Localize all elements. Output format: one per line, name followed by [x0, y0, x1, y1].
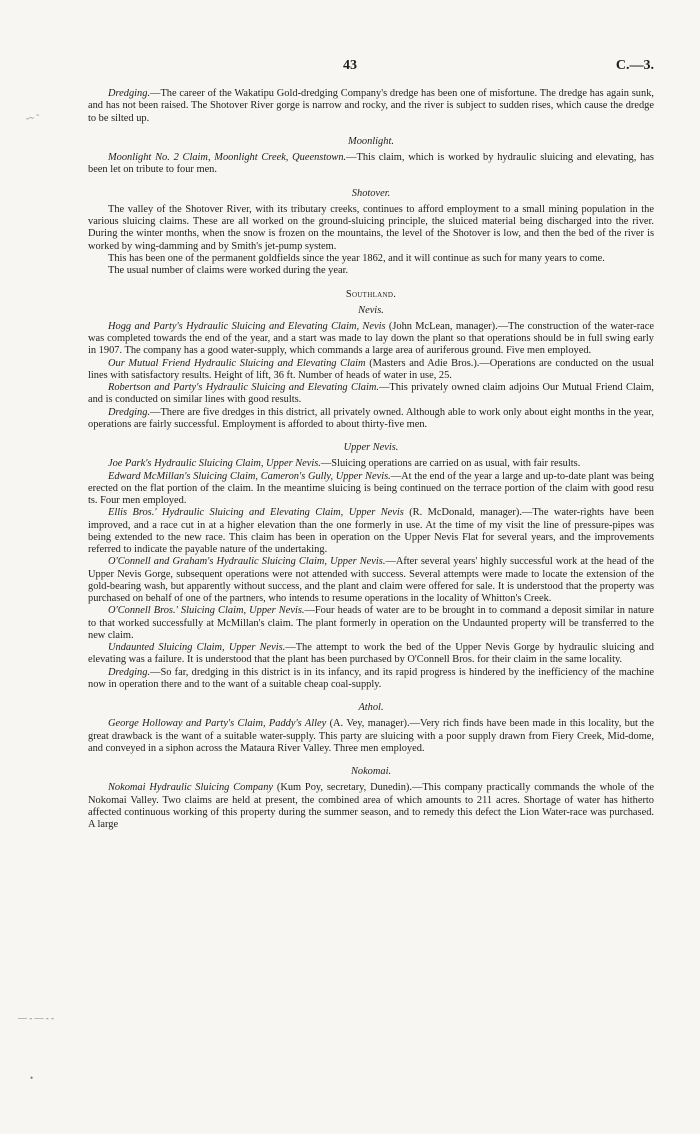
paragraph	[88, 471, 654, 508]
page-header	[88, 60, 654, 88]
paragraph-lead: Joe Park's Hydraulic Sluicing Claim, Upper Nevis.	[108, 458, 321, 470]
paragraph	[88, 321, 654, 358]
margin-mark: — - — - -	[18, 1013, 54, 1023]
paragraph-text: —Sluicing operations are carried on as usual, with fair results.	[320, 458, 581, 470]
paragraph-text: (John McLean, manager).—The construction of the water-race was completed towards the end of the year, and a start was made to lay down the plant so that operations should be in full swing early in 1907. The company has a good water-supply, which commands a large area of auriferous ground. Five men employed.	[88, 320, 654, 357]
section-heading: Upper Nevis.	[343, 442, 399, 453]
paragraph-lead: Our Mutual Friend Hydraulic Sluicing and Elevating Claim	[108, 357, 366, 369]
paragraph-text: —So far, dredging in this district is in its infancy, and its rapid progress is hindered by the inefficiency of the machine now in operation there and to the want of a suitable cheap coal-supply.	[88, 666, 654, 690]
paragraph-text: —This privately owned claim adjoins Our Mutual Friend Claim, and is conducted on similar lines with good results.	[88, 382, 654, 406]
paragraph	[88, 458, 654, 470]
paragraph	[88, 382, 654, 407]
paragraph	[88, 88, 654, 125]
margin-mark: -~ ˜	[26, 113, 40, 123]
paragraph-text: —There are five dredges in this district, all privately owned. Although able to work only about eight months in the year, operations are fairly successful. Employment is afforded to about thirty-five men.	[88, 406, 654, 430]
paragraph-lead: Robertson and Party's Hydraulic Sluicing and Elevating Claim.	[108, 382, 379, 393]
margin-mark: •	[30, 1073, 34, 1083]
paragraph-text: —The career of the Wakatipu Gold-dredging Company's dredge has been one of misfortune. The dredge has again sunk, and has not been raised. The Shotover River gorge is narrow and rocky, and the river is subject to sudden rises, which cause the dredge to be silted up.	[88, 88, 654, 124]
paragraph-text: (Masters and Adie Bros.).—Operations are conducted on the usual lines with satisfactory results. Height of lift, 36 ft. Number of heads of water in use, 25.	[88, 357, 654, 381]
paragraph-text: The valley of the Shotover River, with its tributary creeks, continues to afford employment to a small mining population in the various sluicing claims. These are all worked on the ground-sluicing principle, the sluiced material being discharged into the river. During the winter months, when the snow is frozen on the mountains, the level of the Shotover is low, and then the bed of the river is worked by wing-damming and by Smith's jet-pump system.	[88, 203, 654, 252]
section-heading: Nevis.	[358, 304, 384, 316]
paragraph-text: —The attempt to work the bed of the Upper Nevis Gorge by hydraulic sluicing and elevating was a failure. It is understood that the plant has been purchased by O'Connell Bros. for their claim in the same locality.	[88, 642, 654, 666]
paragraph	[88, 253, 654, 265]
paragraph	[88, 642, 654, 667]
region-heading: Southland.	[345, 289, 397, 301]
paragraph-lead: Undaunted Sluicing Claim, Upper Nevis.	[108, 642, 286, 653]
paragraph	[88, 718, 654, 755]
paragraph	[88, 782, 654, 831]
paragraph	[88, 152, 654, 177]
paragraph-text: (Kum Poy, secretary, Dunedin).—This company practically commands the whole of the Nokomai Valley. Two claims are held at present, the combined area of which amounts to 211 acres. Shortage of water has hitherto affected continuous working of this property during the summer season, and to remedy this defect the Lion Water-race was purchased. A large	[88, 782, 655, 830]
paragraph-text: The usual number of claims were worked during the year.	[108, 265, 349, 276]
paragraph	[88, 507, 654, 556]
section-heading: Moonlight.	[348, 135, 394, 147]
paragraph-text: This has been one of the permanent goldfields since the year 1862, and it will continue as such for many years to come.	[108, 252, 605, 264]
paragraph-text: —This claim, which is worked by hydraulic sluicing and elevating, has been let on tribute to four men.	[88, 152, 654, 176]
paragraph-lead: Moonlight No. 2 Claim, Moonlight Creek, Queenstown.	[108, 152, 347, 163]
paragraph	[88, 667, 654, 692]
section-heading: Nokomai.	[350, 766, 392, 777]
paragraph	[88, 265, 654, 277]
paragraph-lead: Ellis Bros.' Hydraulic Sluicing and Elevating Claim, Upper Nevis	[108, 507, 404, 519]
paragraph-lead: Edward McMillan's Sluicing Claim, Cameron's Gully, Upper Nevis.	[108, 470, 391, 482]
paragraph	[88, 358, 654, 383]
paragraph-lead: Dredging.	[108, 88, 151, 99]
paragraph	[88, 407, 654, 432]
paragraph-text: —After several years' highly successful work at the head of the Upper Nevis Gorge, subsequent operations were not attended with success. Several attempts were made to locate the extension of the gold-bearing wash, but apparently without success, and the plant and claim were offered for sale. It is understood that the property was purchased on behalf of one of the partners, who intends to resume operations in the locality of Whitton's Creek.	[88, 556, 655, 604]
paragraph-text: (A. Vey, manager).—Very rich finds have been made in this locality, but the great drawback is the want of a suitable water-supply. This party are sluicing with a poor supply drawn from Fiery Creek, Mid-dome, and conveyed in a siphon across the Mataura River Valley. Three men employed.	[88, 718, 654, 754]
paragraph-text: —Four heads of water are to be brought in to command a deposit similar in nature to that worked successfully at McMillan's claim. The plant formerly in operation on the Undaunted property will be transferred to the new claim.	[88, 605, 655, 641]
paragraph-lead: O'Connell and Graham's Hydraulic Sluicing Claim, Upper Nevis.	[108, 556, 386, 568]
document-body	[88, 88, 654, 831]
paragraph-lead: Dredging.	[108, 406, 151, 418]
paragraph-text: (R. McDonald, manager).—The water-rights have been improved, and a race cut in at a higher elevation than the one formerly in use. At the time of my visit the line of pressure-pipes was being extended to the new race. This claim has been in operation on the Upper Nevis Flat for several years, and the improvements referred to indicate the payable nature of the undertaking.	[88, 507, 654, 555]
paragraph-lead: O'Connell Bros.' Sluicing Claim, Upper Nevis.	[108, 605, 305, 617]
paragraph	[88, 204, 654, 253]
paragraph	[88, 605, 654, 642]
section-heading: Athol.	[358, 702, 384, 713]
paragraph-lead: Hogg and Party's Hydraulic Sluicing and Elevating Claim, Nevis	[108, 320, 386, 332]
series-number: C.—3.	[615, 58, 654, 73]
paragraph-text: —At the end of the year a large and up-to-date plant was being erected on the flat portion of the claim. In the meantime sluicing is being continued on the terrace portion of the claim with good resu ts. Four men employed.	[88, 470, 654, 506]
page-number: 43	[343, 58, 357, 73]
paragraph	[88, 556, 654, 605]
paragraph-lead: Nokomai Hydraulic Sluicing Company	[108, 782, 274, 794]
paragraph-lead: Dredging.	[108, 666, 151, 678]
paragraph-lead: George Holloway and Party's Claim, Paddy's Alley	[108, 718, 327, 730]
section-heading: Shotover.	[351, 187, 391, 199]
document-page	[88, 60, 654, 831]
